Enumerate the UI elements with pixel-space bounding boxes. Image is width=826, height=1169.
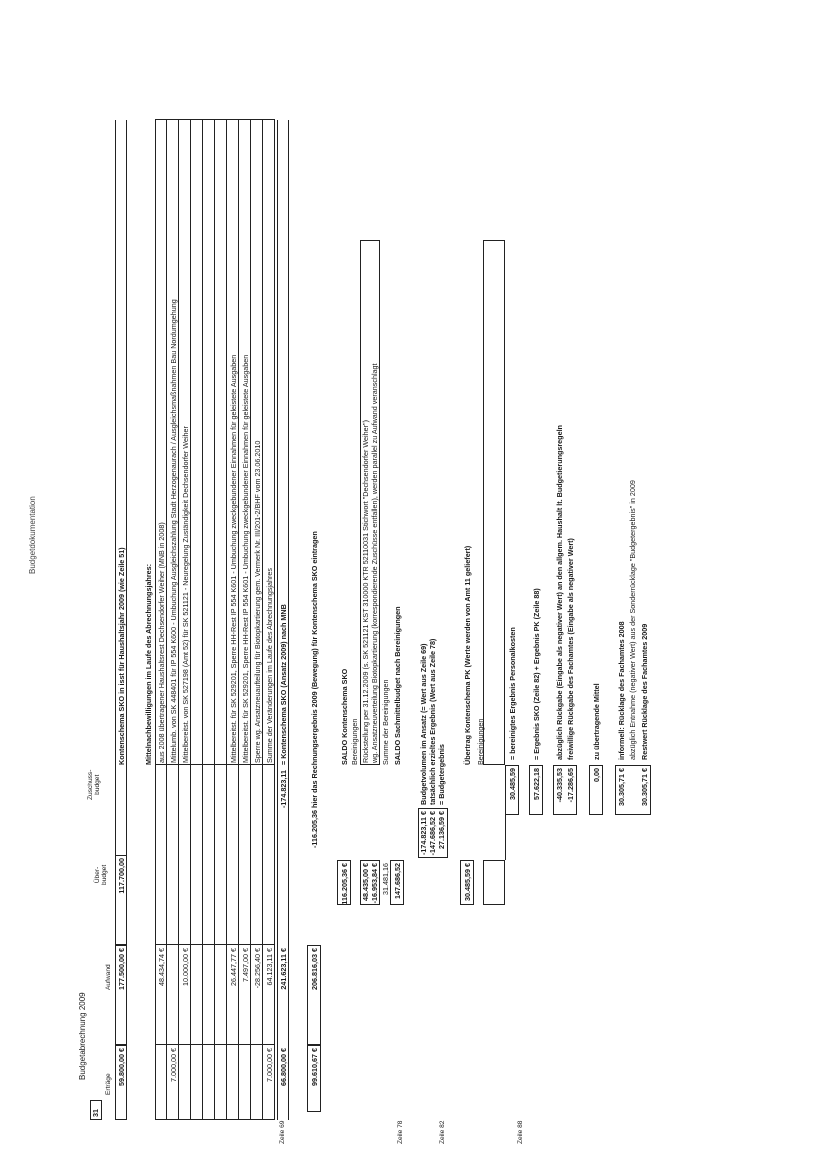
ruecklage-value-1: 30.305,71 € [617,768,626,806]
mittel-column-rule [155,1119,275,1120]
zeile78-text-2: tatsächlich erzieltes Ergebnis (Wert aus Zeile 78) [428,638,437,805]
saldo-summe-text: Summe der Bereinigungen [381,679,390,765]
mittel-text: Mittelbereitst. für SK 529201, Sperre HH-Rest IP 554 K601 - Umbuchung zweckgebundener Einnahmen für geleistete Ausgaben [241,354,250,763]
mittel-aufwand: 10.000,00 € [181,948,190,986]
sheet-number: 31 [91,1109,100,1117]
zeile82-value: 30.485,59 € [463,863,472,901]
mittel-text: Sperre wg. Ansatzneuaufteilung für Biotopkartierung gem. Vermerk Nr. III/201-2/BHF vom 23.06.2010 [253,440,262,763]
ruecklage-text-3: Restwert Rücklage des Fachamtes 2009 [640,623,649,760]
ruecklage-text-2: abzüglich Entnahme (negativer Wert) aus der Sonderrücklage "Budgetergebnis" in 2009 [628,480,637,760]
mittel-aufwand: 26.447,77 € [229,948,238,986]
mittel-row [203,120,215,1120]
uebertrag-text: zu übertragende Mittel [592,683,601,760]
mittel-ertraege: 7.000,00 € [265,1048,274,1082]
zeile78-value-3: 27.136,59 € [437,811,446,849]
mittel-row [191,120,203,1120]
zeile69-ertraege: 66.800,00 € [279,1048,288,1086]
mittel-ertraege: 7.000,00 € [169,1048,178,1082]
saldo-item-1-text: Rückstellung per 31.12.2009 (s. SK 521121 KST 310000 KTR 52110031 Stichwort "Dechsendorfer Weiher") [361,420,370,763]
budget-sheet [78,40,825,1144]
sach-text: SALDO Sachmittelbudget nach Bereinigungen [393,606,402,765]
rechnung-text: -116.205,36 hier das Rechnungsergebnis 2009 (Bewegung) für Kontenschema SKO eintragen [310,531,319,848]
rechnung-ertraege: 99.610,67 € [310,1048,319,1086]
saldo-item-2-text: wg. Ansatzneuverteilung Biotopkartierung (korrespondierende Zuschüsse entfallen), werden parallel zu Aufwand veranschlagt [370,363,379,763]
col-ertraege: Erträge [105,1073,112,1095]
ruecklage-text-1: informell: Rücklage des Fachamtes 2008 [617,621,626,760]
personal-text: = bereinigtes Ergebnis Personalkosten [508,627,517,760]
saldo-item-1-value: 48.435,00 € [361,863,370,901]
col-aufwand: Aufwand [105,964,112,990]
zeile78-value-2: -147.686,52 € [428,811,437,856]
col-ueber-budget: Über- budget [94,864,108,885]
saldo-title: SALDO Kontenschema SKO [340,668,349,765]
rechnung-aufwand: 206.816,03 € [310,948,319,990]
col-zuschuss-budget: Zuschuss- budget [87,769,101,800]
mittel-aufwand: 48.434,74 € [157,948,166,986]
abzug-value-2: -17.286,65 [566,768,575,803]
header-aufwand: 177.500,00 € [117,948,126,990]
zeile69-zuschuss: -174.823,11 [279,770,288,808]
zeile88-label: Zeile 88 [517,1120,524,1144]
header-ertraege: 59.800,00 € [117,1048,126,1086]
page-title: Budgetabrechnung 2009 [78,992,87,1080]
mittel-aufwand: 7.497,00 € [241,948,250,982]
mittel-column-rule [155,1044,275,1045]
mittel-top-rule [155,120,156,1120]
abzug-text-1: abzüglich Rückgabe (Eingabe als negativer Wert) an den allgem. Haushalt lt. Budgetierungsregeln [555,425,564,760]
saldo-value: 116.205,36 € [340,863,349,905]
zeile88-value: 57.622,18 [532,768,541,800]
mittel-aufwand: 64.123,11 € [265,948,274,986]
saldo-item-2-value: -16.953,84 € [370,863,379,904]
zeile78-value-1: -174.823,11 € [419,811,428,855]
zeile88-text: = Ergebnis SKO (Zeile 82) + Ergebnis PK (Zeile 88) [532,588,541,760]
saldo-bereinigungen: Bereinigungen [350,718,359,765]
mittel-column-rule [155,944,275,945]
saldo-summe-value: 31.481,16 [381,863,390,895]
header-ueber: 117.700,00 [117,858,126,894]
zeile78-text-1: Budgetvolumen im Ansatz (= Wert aus Zeile 69) [419,643,428,805]
mittel-text: Mittelbereitst. von SK 527198 (Amt 52) für SK 521121 - Neuregelung Zuständigkeit Dechsendorfer Weiher [181,426,190,763]
zeile78-label: Zeile 78 [397,1120,404,1144]
mittel-row [215,120,227,1120]
zeile82-bereinigungen: Bereinigungen [476,718,485,765]
zeile82-label: Zeile 82 [439,1120,446,1144]
mittel-column-rule [155,119,275,120]
zeile78-text-3: = Budgetergebnis [437,744,446,805]
zeile69-aufwand: 241.623,11 € [279,948,288,990]
mittel-text: Mittelumb. von SK 448401 für IP 554 K600 - Umbuchung Ausgleichszahlung Stadt Herzogenaurach / Ausgleichsmaßnahmen Bau Nordumgehung [169,299,178,763]
mittel-title: Mittelnachbewilligungen im Laufe des Abrechnungsjahres: [144,563,153,765]
page-header: Budgetdokumentation [28,496,37,574]
zeile69-label: Zeile 69 [279,1120,286,1144]
ruecklage-value-3: 30.305,71 € [640,768,649,806]
sach-value: 147.686,52 [393,863,402,899]
abzug-text-2: freiwillige Rückgabe des Fachamtes (Eingabe als negativer Wert) [566,538,575,760]
mittel-aufwand: -28.256,40 € [253,948,262,989]
mittel-column-rule [155,764,275,765]
mittel-text: aus 2008 übertragener Haushaltsrest Dechsendorfer Weiher (MNB in 2008) [157,522,166,763]
mittel-text: Summe der Veränderungen im Laufe des Abrechnungsjahres [265,568,274,763]
uebertrag-value: 0,00 [592,768,601,782]
zeile82-title: Übertrag Kontenschema PK (Werte werden von Amt 11 geliefert) [463,545,472,765]
personal-value: 30.485,59 [508,768,517,800]
mittel-text: Mittelbereitst. für SK 529201, Sperre HH-Rest IP 554 K601 - Umbuchung zweckgebundener Einnahmen für geleistete Ausgaben [229,354,238,763]
zeile69-text: = Kontenschema SKO (Ansatz 2009) nach MNB [279,604,288,765]
header-label: Kontenschema SKO in isst für Haushaltsjahr 2009 (wie Zeile 51) [117,547,126,765]
abzug-value-1: -40.335,53 [555,768,564,803]
